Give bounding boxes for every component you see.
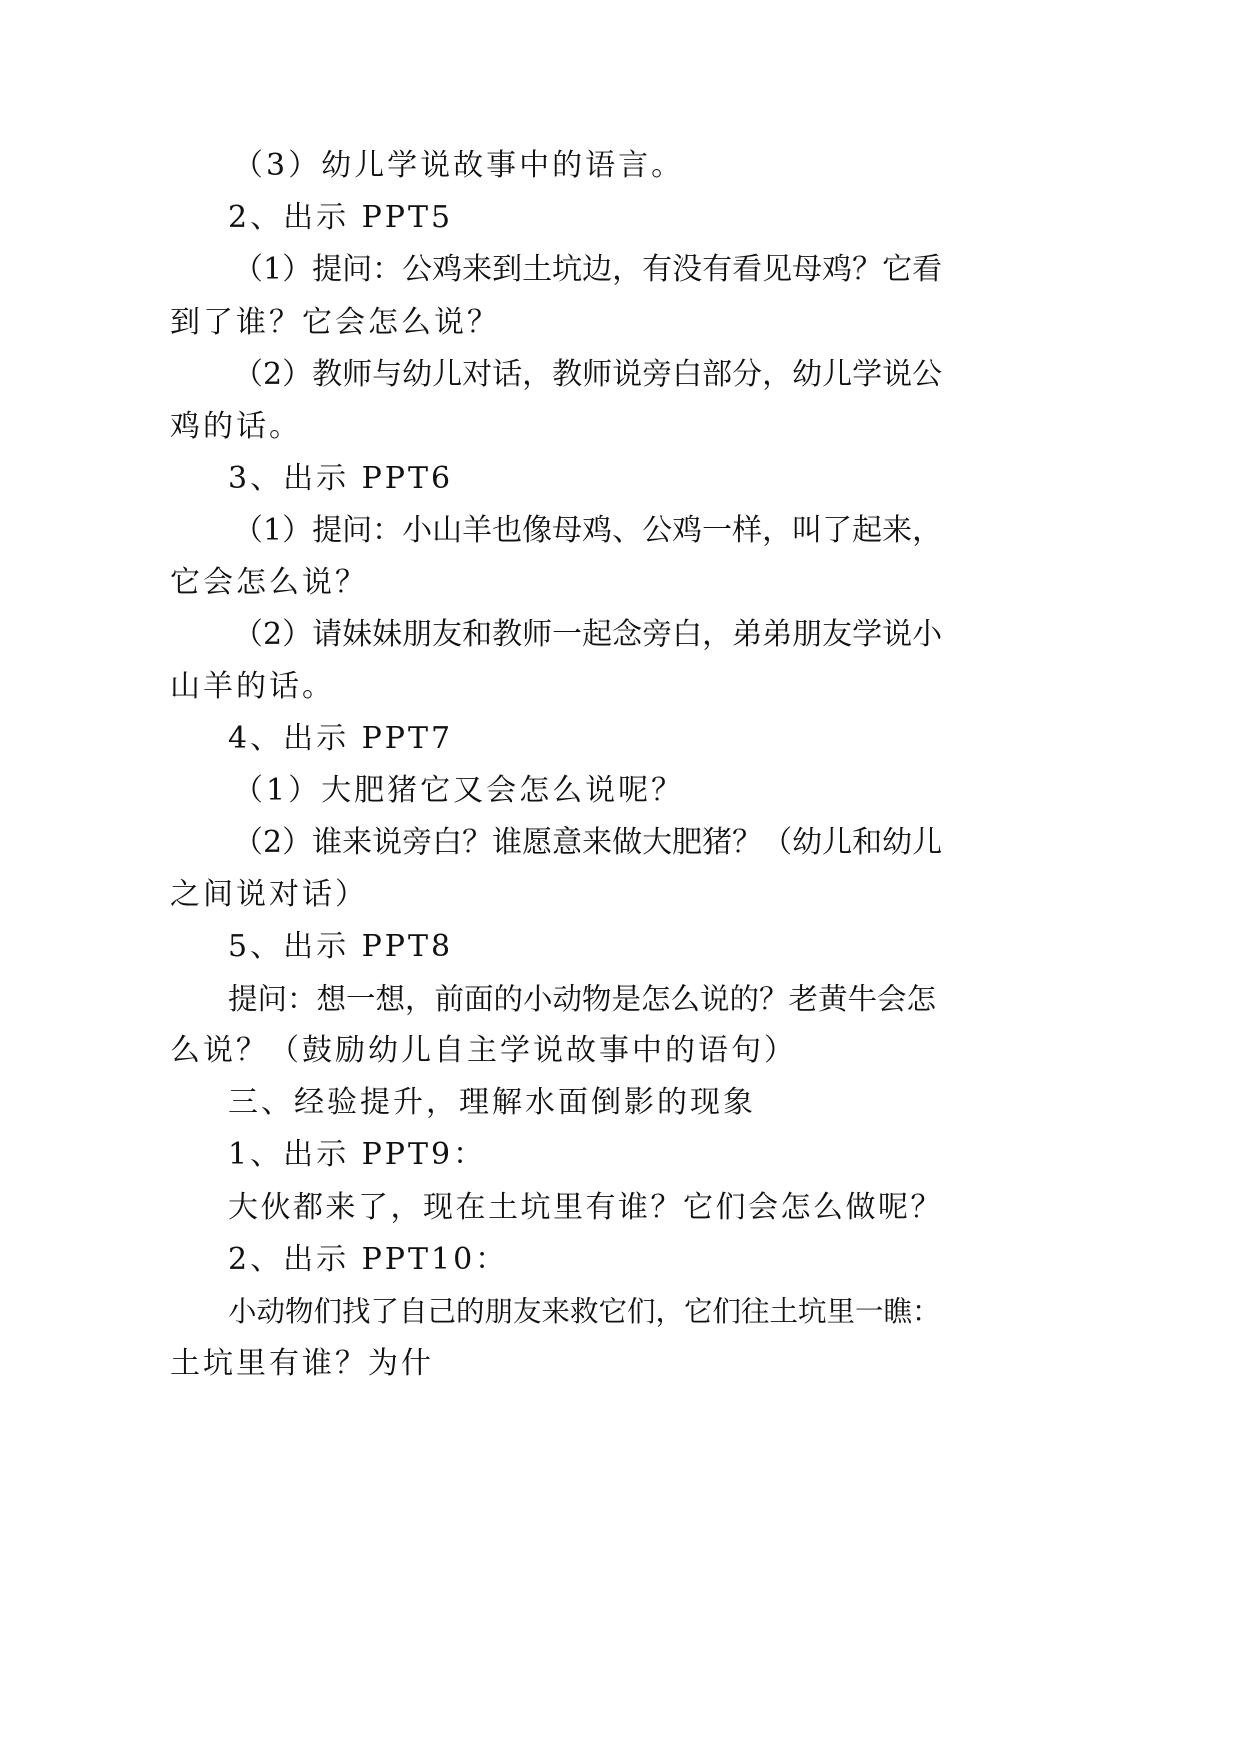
text-line: （2）请妹妹朋友和教师一起念旁白，弟弟朋友学说小 — [233, 617, 943, 652]
text-line: 3、出示 PPT6 — [228, 461, 454, 496]
text-line: 么说？（鼓励幼儿自主学说故事中的语句） — [170, 1033, 797, 1068]
text-line: 2、出示 PPT10： — [228, 1242, 509, 1277]
text-line: 三、经验提升，理解水面倒影的现象 — [228, 1085, 756, 1120]
text-line: 提问：想一想，前面的小动物是怎么说的？老黄牛会怎 — [228, 982, 937, 1016]
text-line: （3）幼儿学说故事中的语言。 — [233, 148, 685, 183]
text-line: 到了谁？它会怎么说？ — [170, 305, 500, 340]
text-line: 鸡的话。 — [170, 409, 302, 444]
text-line: 山羊的话。 — [170, 669, 335, 704]
text-line: 4、出示 PPT7 — [228, 721, 454, 756]
text-line: （1）大肥猪它又会怎么说呢？ — [233, 773, 685, 808]
text-line: 1、出示 PPT9： — [228, 1137, 487, 1172]
text-line: （2）谁来说旁白？谁愿意来做大肥猪？（幼儿和幼儿 — [233, 825, 943, 860]
text-line: 大伙都来了，现在土坑里有谁？它们会怎么做呢？ — [228, 1190, 943, 1225]
text-line: 5、出示 PPT8 — [228, 929, 454, 964]
text-line: 小动物们找了自己的朋友来救它们，它们往土坑里一瞧： — [228, 1295, 941, 1328]
text-line: 土坑里有谁？为什 — [170, 1346, 434, 1381]
text-line: （1）提问：公鸡来到土坑边，有没有看见母鸡？它看 — [233, 252, 943, 287]
text-line: 它会怎么说？ — [170, 565, 368, 600]
text-line: （2）教师与幼儿对话，教师说旁白部分，幼儿学说公 — [233, 357, 943, 392]
text-line: 2、出示 PPT5 — [228, 200, 454, 235]
text-line: （1）提问：小山羊也像母鸡、公鸡一样，叫了起来， — [233, 513, 943, 548]
text-line: 之间说对话） — [170, 877, 368, 912]
